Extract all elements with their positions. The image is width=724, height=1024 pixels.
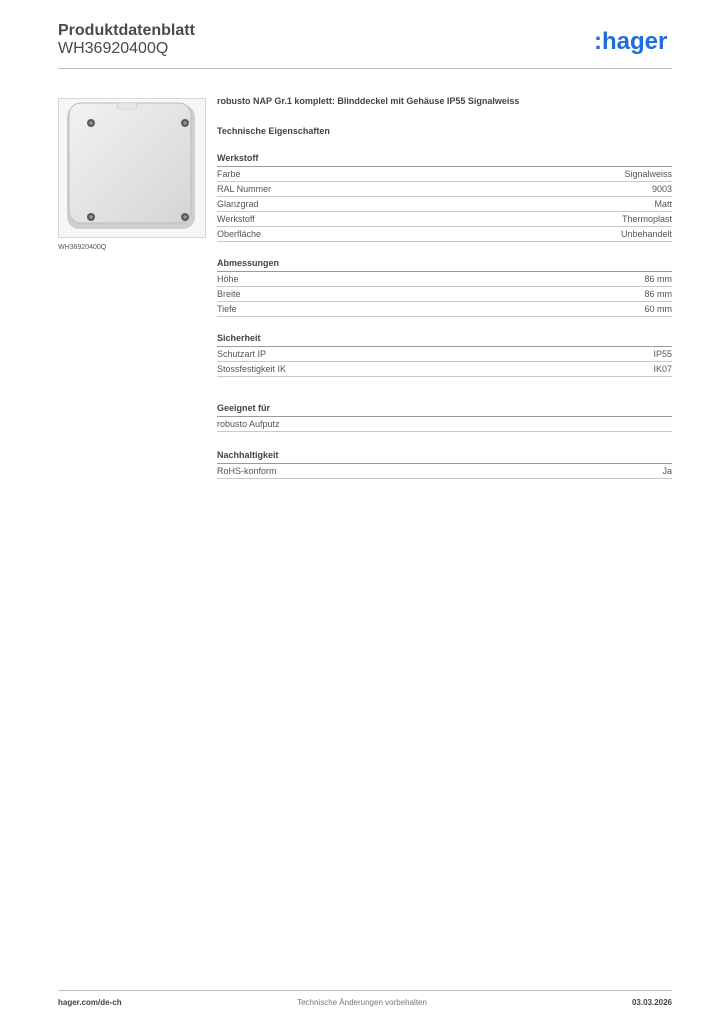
row-value: Thermoplast — [621, 214, 672, 224]
section-geeignet-fuer — [217, 403, 672, 432]
section-title: Sicherheit — [217, 333, 672, 347]
section-title: Geeignet für — [217, 403, 672, 417]
table-row — [217, 464, 672, 479]
page-title: Produktdatenblatt — [58, 22, 195, 39]
table-row — [217, 302, 672, 317]
footer-date: 03.03.2026 — [631, 998, 672, 1007]
article-number: WH36920400Q — [58, 40, 169, 57]
table-row — [217, 167, 672, 182]
section-sicherheit — [217, 333, 672, 377]
header-divider — [58, 68, 672, 69]
table-row — [217, 362, 672, 377]
section-abmessungen — [217, 258, 672, 317]
row-value: 86 mm — [644, 274, 672, 284]
table-row — [217, 287, 672, 302]
logo-text: :hager — [594, 28, 668, 55]
table-row — [217, 417, 672, 432]
table-row — [217, 272, 672, 287]
table-row — [217, 227, 672, 242]
product-description: robusto NAP Gr.1 komplett: Blinddeckel mit Gehäuse IP55 Signalweiss — [217, 96, 520, 106]
row-value: IK07 — [653, 364, 672, 374]
technical-properties-heading: Technische Eigenschaften — [217, 126, 330, 136]
row-label: Stossfestigkeit IK — [217, 364, 287, 374]
row-label: Höhe — [217, 274, 239, 284]
section-werkstoff — [217, 153, 672, 242]
row-label: RoHS-konform — [217, 466, 277, 476]
section-nachhaltigkeit — [217, 450, 672, 479]
row-value: 9003 — [651, 184, 672, 194]
row-value: Signalweiss — [624, 169, 672, 179]
row-value: 86 mm — [644, 289, 672, 299]
row-label: Oberfläche — [217, 229, 262, 239]
row-value: Ja — [662, 466, 672, 476]
row-value: IP55 — [653, 349, 672, 359]
table-row — [217, 182, 672, 197]
section-title: Werkstoff — [217, 153, 672, 167]
product-details — [217, 96, 672, 479]
table-row — [217, 347, 672, 362]
row-label: robusto Aufputz — [217, 419, 280, 429]
table-row — [217, 212, 672, 227]
row-value: 60 mm — [644, 304, 672, 314]
footer-website: hager.com/de-ch — [58, 998, 122, 1007]
section-title: Nachhaltigkeit — [217, 450, 672, 464]
footer-disclaimer: Technische Änderungen vorbehalten — [297, 998, 427, 1007]
row-label: Farbe — [217, 169, 241, 179]
row-label: Werkstoff — [217, 214, 255, 224]
row-label: Breite — [217, 289, 241, 299]
row-value: Matt — [654, 199, 672, 209]
section-title: Abmessungen — [217, 258, 672, 272]
row-label: Glanzgrad — [217, 199, 259, 209]
row-label: Tiefe — [217, 304, 237, 314]
product-image — [58, 98, 206, 238]
row-label: Schutzart IP — [217, 349, 267, 359]
hager-logo — [594, 27, 674, 57]
image-caption: WH36920400Q — [58, 244, 107, 251]
footer-divider — [58, 990, 672, 991]
row-label: RAL Nummer — [217, 184, 272, 194]
table-row — [217, 197, 672, 212]
row-value: Unbehandelt — [620, 229, 672, 239]
